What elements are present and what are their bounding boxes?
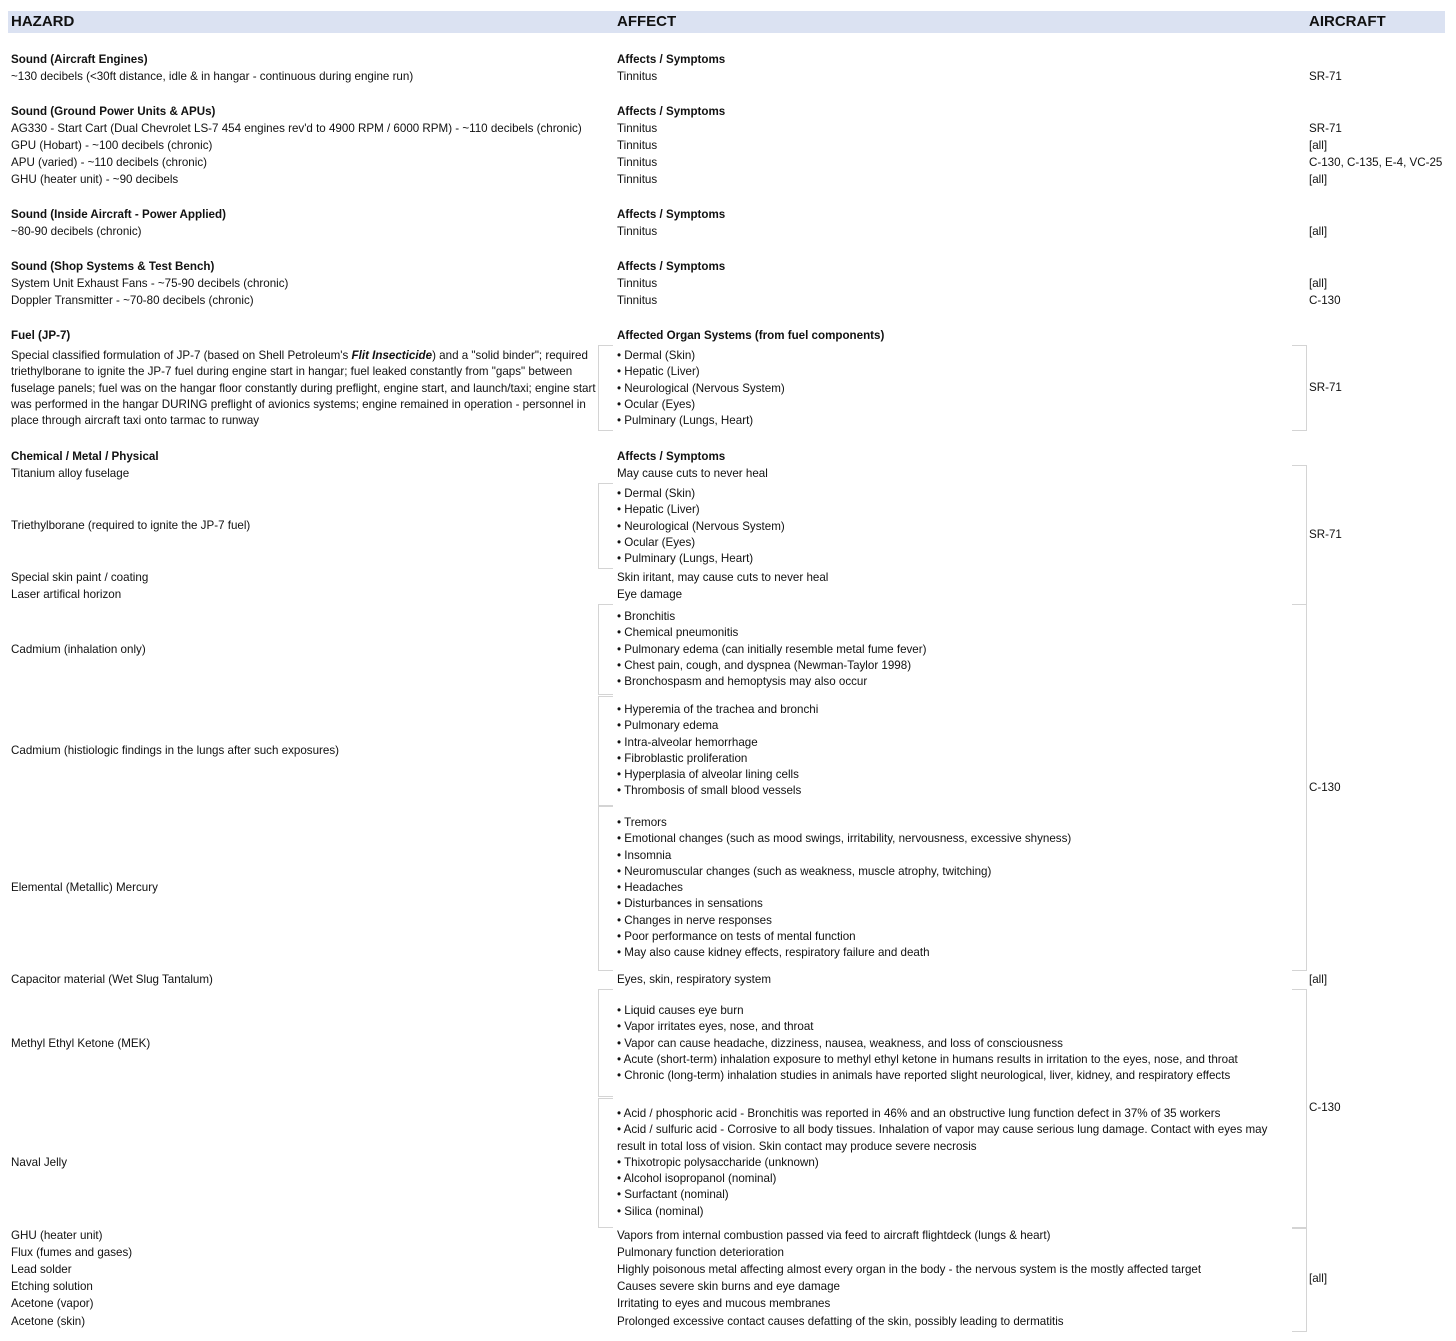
- hazard-cell: Triethylborane (required to ignite the JP-7 fuel): [11, 519, 251, 532]
- hazard-cell: Flux (fumes and gases): [11, 1246, 133, 1259]
- affect-cell: Pulmonary function deterioration: [617, 1246, 784, 1259]
- affect-cell: Tinnitus: [617, 173, 658, 186]
- affect-cell: Tinnitus: [617, 277, 658, 290]
- aircraft-cell: C-130, C-135, E-4, VC-25: [1309, 156, 1443, 169]
- section-affect-title: Affects / Symptoms: [617, 208, 726, 221]
- hazard-cell: APU (varied) - ~110 decibels (chronic): [11, 156, 207, 169]
- hazard-cell: Doppler Transmitter - ~70-80 decibels (chronic): [11, 294, 254, 307]
- fuel-description: Special classified formulation of JP-7 (based on Shell Petroleum's Flit Insecticide) and a "solid binder"; required triethylborane to ignite the JP-7 fuel during engine start in hangar; fuel leaked constantly from "gaps" between fuselage panels; fuel was on the hangar floor constantly during preflight, engine start, and launch/taxi; engine start was performed in the hangar DURING preflight of avionics systems; engine remained in operation - personnel in place through aircraft taxi onto tarmac to runway: [11, 349, 596, 428]
- hazard-cell: GPU (Hobart) - ~100 decibels (chronic): [11, 139, 213, 152]
- affect-cell: Skin iritant, may cause cuts to never heal: [617, 571, 829, 584]
- hazard-cell: Laser artifical horizon: [11, 588, 122, 601]
- hazard-cell: System Unit Exhaust Fans - ~75-90 decibels (chronic): [11, 277, 289, 290]
- bracket-left: [598, 696, 613, 806]
- hazard-cell: Cadmium (inhalation only): [11, 643, 146, 656]
- section-affect-title: Affects / Symptoms: [617, 53, 726, 66]
- aircraft-cell: C-130: [1309, 781, 1341, 794]
- hazard-cell: Capacitor material (Wet Slug Tantalum): [11, 973, 213, 986]
- hazard-cell: Elemental (Metallic) Mercury: [11, 881, 158, 894]
- affect-cell: Tinnitus: [617, 122, 658, 135]
- bracket-left: [598, 806, 613, 971]
- aircraft-cell: SR-71: [1309, 70, 1342, 83]
- hazard-cell: Special skin paint / coating: [11, 571, 149, 584]
- bracket-left: [598, 989, 613, 1097]
- hazard-cell: AG330 - Start Cart (Dual Chevrolet LS-7 454 engines rev'd to 4900 RPM / 6000 RPM) - ~110 decibels (chronic): [11, 122, 582, 135]
- aircraft-cell: [all]: [1309, 277, 1328, 290]
- hazard-cell: Naval Jelly: [11, 1156, 68, 1169]
- affect-cell: Tinnitus: [617, 156, 658, 169]
- section-title: Sound (Aircraft Engines): [11, 53, 148, 66]
- mek-affects-list: • Liquid causes eye burn • Vapor irritates eyes, nose, and throat • Vapor can cause headache, dizziness, nausea, weakness, and loss of consciousness • Acute (short-term) inhalation exposure to methyl ethyl ketone in humans results in irritation to the eyes, nose, and throat • Chronic (long-term) inhalation studies in animals have reported slight neurological, liver, kidney, and respiratory effects: [617, 1004, 1238, 1083]
- aircraft-cell: SR-71: [1309, 381, 1342, 394]
- section-affect-title: Affects / Symptoms: [617, 105, 726, 118]
- bracket-right: [1292, 604, 1307, 971]
- bracket-left: [598, 1098, 613, 1228]
- bracket-right: [1292, 465, 1307, 605]
- bracket-left: [598, 604, 613, 695]
- cadmium-inhalation-affects-list: • Bronchitis • Chemical pneumonitis • Pulmonary edema (can initially resemble metal fume fever) • Chest pain, cough, and dyspnea (Newman-Taylor 1998) • Bronchospasm and hemoptysis may also occur: [617, 610, 927, 689]
- bracket-left: [598, 483, 613, 569]
- section-affect-title: Affected Organ Systems (from fuel components): [617, 329, 885, 342]
- section-title: Sound (Shop Systems & Test Bench): [11, 260, 215, 273]
- header-aircraft: AIRCRAFT: [1309, 13, 1386, 30]
- triethyl-affects-list: • Dermal (Skin) • Hepatic (Liver) • Neurological (Nervous System) • Ocular (Eyes) • Pulminary (Lungs, Heart): [617, 487, 785, 566]
- aircraft-cell: [all]: [1309, 225, 1328, 238]
- aircraft-cell: [all]: [1309, 973, 1328, 986]
- hazard-cell: Methyl Ethyl Ketone (MEK): [11, 1037, 151, 1050]
- aircraft-cell: [all]: [1309, 1272, 1328, 1285]
- fuel-description-emphasis: Flit Insecticide: [351, 349, 433, 362]
- affect-cell: Tinnitus: [617, 294, 658, 307]
- aircraft-cell: SR-71: [1309, 528, 1342, 541]
- affect-cell: Tinnitus: [617, 70, 658, 83]
- aircraft-cell: C-130: [1309, 1101, 1341, 1114]
- bracket-left: [598, 345, 613, 431]
- hazard-cell: Titanium alloy fuselage: [11, 467, 130, 480]
- hazard-cell: GHU (heater unit): [11, 1229, 103, 1242]
- affect-cell: Tinnitus: [617, 139, 658, 152]
- hazard-cell: ~80-90 decibels (chronic): [11, 225, 142, 238]
- bracket-right: [1292, 1228, 1307, 1332]
- header-hazard: HAZARD: [11, 13, 75, 30]
- affect-cell: Highly poisonous metal affecting almost every organ in the body - the nervous system is the mostly affected target: [617, 1263, 1202, 1276]
- hazard-cell: ~130 decibels (<30ft distance, idle & in hangar - continuous during engine run): [11, 70, 414, 83]
- hazard-cell: Lead solder: [11, 1263, 72, 1276]
- section-title: Fuel (JP-7): [11, 329, 71, 342]
- affect-cell: Prolonged excessive contact causes defatting of the skin, possibly leading to dermatitis: [617, 1315, 1064, 1328]
- affect-cell: Causes severe skin burns and eye damage: [617, 1280, 840, 1293]
- hazard-cell: Acetone (skin): [11, 1315, 86, 1328]
- header-affect: AFFECT: [617, 13, 677, 30]
- affect-cell: Vapors from internal combustion passed via feed to aircraft flightdeck (lungs & heart): [617, 1229, 1051, 1242]
- bracket-right: [1292, 345, 1307, 431]
- affect-cell: Irritating to eyes and mucous membranes: [617, 1297, 831, 1310]
- section-title: Sound (Ground Power Units & APUs): [11, 105, 216, 118]
- affect-cell: Eyes, skin, respiratory system: [617, 973, 771, 986]
- section-affect-title: Affects / Symptoms: [617, 450, 726, 463]
- hazard-cell: Etching solution: [11, 1280, 93, 1293]
- cadmium-histiologic-affects-list: • Hyperemia of the trachea and bronchi • Pulmonary edema • Intra-alveolar hemorrhage • Fibroblastic proliferation • Hyperplasia of alveolar lining cells • Thrombosis of small blood vessels: [617, 703, 819, 798]
- table-header-bar: [8, 11, 1445, 33]
- section-title: Sound (Inside Aircraft - Power Applied): [11, 208, 226, 221]
- hazard-cell: Cadmium (histiologic findings in the lungs after such exposures): [11, 744, 340, 757]
- section-title: Chemical / Metal / Physical: [11, 450, 159, 463]
- aircraft-cell: [all]: [1309, 139, 1328, 152]
- affect-cell: May cause cuts to never heal: [617, 467, 768, 480]
- aircraft-cell: SR-71: [1309, 122, 1342, 135]
- hazard-cell: GHU (heater unit) - ~90 decibels: [11, 173, 179, 186]
- hazard-cell: Acetone (vapor): [11, 1297, 94, 1310]
- mercury-affects-list: • Tremors • Emotional changes (such as mood swings, irritability, nervousness, excessive shyness) • Insomnia • Neuromuscular changes (such as weakness, muscle atrophy, twitching) • Headaches • Disturbances in sensations • Changes in nerve responses • Poor performance on tests of mental function • May also cause kidney effects, respiratory failure and death: [617, 816, 1072, 960]
- naval-jelly-affects-list: • Acid / phosphoric acid - Bronchitis was reported in 46% and an obstructive lung function defect in 37% of 35 workers • Acid / sulfuric acid - Corrosive to all body tissues. Inhalation of vapor may cause serious lung damage. Contact with eyes may result in total loss of vision. Skin contact may produce severe necrosis • Thixotropic polysaccharide (unknown) • Alcohol isopropanol (nominal) • Surfactant (nominal) • Silica (nominal): [617, 1107, 1268, 1218]
- aircraft-cell: C-130: [1309, 294, 1341, 307]
- aircraft-cell: [all]: [1309, 173, 1328, 186]
- fuel-affects-list: • Dermal (Skin) • Hepatic (Liver) • Neurological (Nervous System) • Ocular (Eyes) • Pulminary (Lungs, Heart): [617, 349, 785, 428]
- bracket-right: [1292, 989, 1307, 1228]
- affect-cell: Eye damage: [617, 588, 683, 601]
- affect-cell: Tinnitus: [617, 225, 658, 238]
- section-affect-title: Affects / Symptoms: [617, 260, 726, 273]
